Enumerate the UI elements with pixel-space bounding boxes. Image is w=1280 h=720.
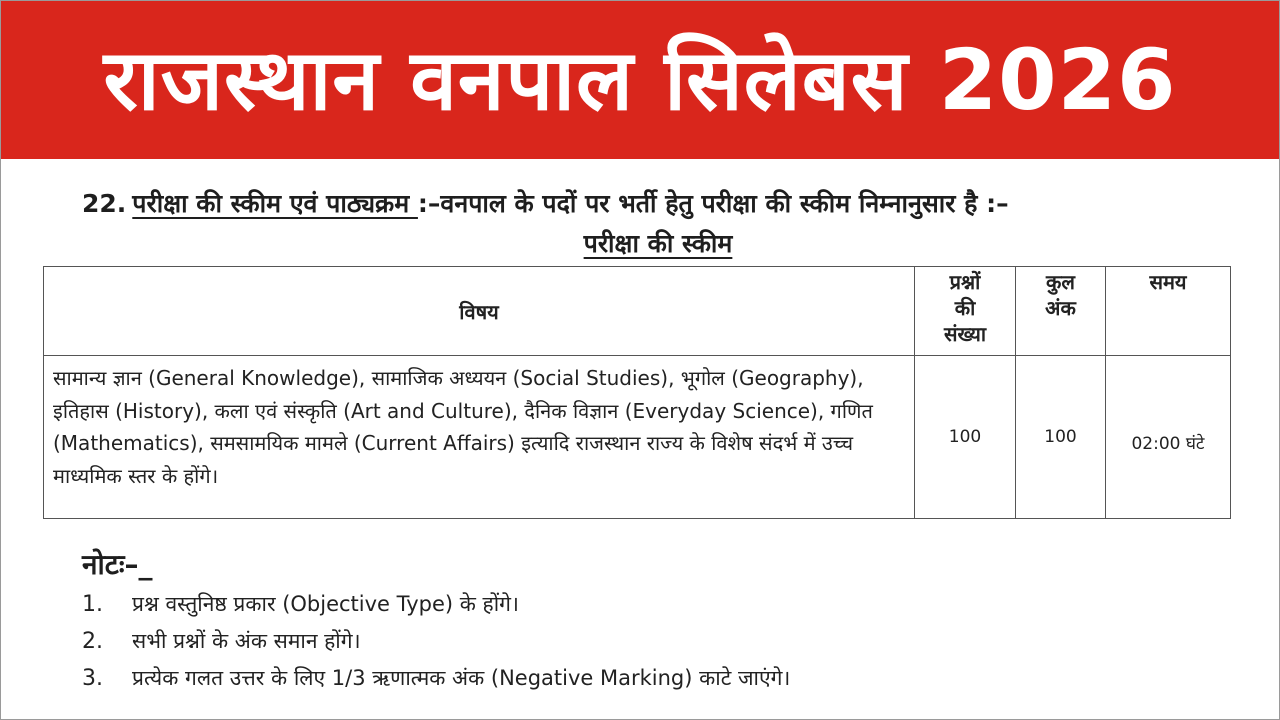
note-number: 3. [82,666,103,691]
scheme-subheading-text: परीक्षा की स्कीम [583,229,733,258]
cell-subject: सामान्य ज्ञान (General Knowledge), सामाजिक अध्ययन (Social Studies), भूगोल (Geography), इतिहास (History), कला एवं संस्कृति (Art and Culture), दैनिक विज्ञान (Everyday Science), गणित (Mathematics), समसामयिक मामले (Current Affairs) इत्यादि राजस्थान राज्य के विशेष संदर्भ में उच्च माध्यमिक स्तर के होंगे। [44,356,915,519]
table-header-row [44,267,1231,356]
note-item [82,664,790,701]
title-banner [1,1,1279,159]
header-marks [1016,267,1106,356]
section-intro: :–वनपाल के पदों पर भर्ती हेतु परीक्षा की स्कीम निम्नानुसार है :– [417,189,1009,218]
note-text: प्रत्येक गलत उत्तर के लिए 1/3 ऋणात्मक अंक (Negative Marking) काटे जाएंगे। [132,666,791,690]
note-number: 1. [82,592,103,617]
cell-time: 02:00 घंटे [1106,356,1231,519]
header-questions-line1: प्रश्नों [949,270,981,294]
section-heading [82,186,1192,220]
scheme-subheading [0,226,1280,260]
section-number: 22. [82,189,127,218]
notes-list [82,590,790,701]
section-title: परीक्षा की स्कीम एवं पाठ्यक्रम [132,189,418,218]
notes-title: नोटः–_ [82,548,153,581]
header-time: समय [1106,267,1231,356]
note-item [82,590,790,627]
banner-title: राजस्थान वनपाल सिलेबस 2026 [103,31,1177,129]
note-item [82,627,790,664]
note-text: सभी प्रश्नों के अंक समान होंगे। [132,629,361,653]
note-text: प्रश्न वस्तुनिष्ठ प्रकार (Objective Type) के होंगे। [132,592,519,616]
header-questions-line2: की [954,296,976,320]
header-questions-line3: संख्या [944,322,986,346]
exam-scheme-table [43,266,1231,519]
header-marks-line2: अंक [1045,296,1076,320]
table-row [44,356,1231,519]
header-questions [915,267,1016,356]
cell-marks: 100 [1016,356,1106,519]
cell-questions: 100 [915,356,1016,519]
header-subject: विषय [44,267,915,356]
note-number: 2. [82,629,103,654]
header-marks-line1: कुल [1046,270,1075,294]
